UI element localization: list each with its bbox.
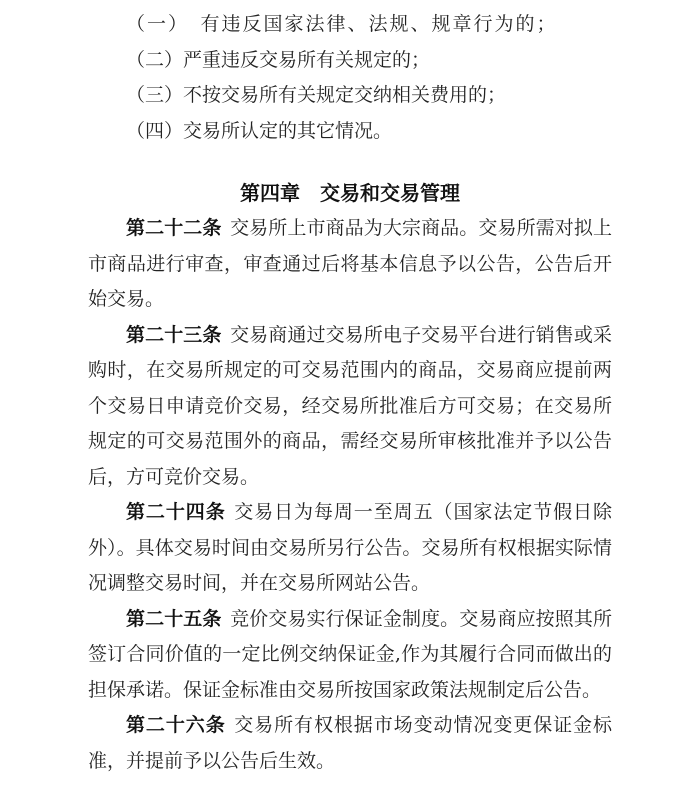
article-26 [88,708,612,779]
article-24-body: 交易日为每周一至周五（国家法定节假日除外）。具体交易时间由交易所另行公告。交易所有权根据实际情况调整交易时间，并在交易所网站公告。 [88,501,612,594]
clause-item-1: （一） 有违反国家法律、法规、规章行为的； [126,13,558,35]
article-26-body: 交易所有权根据市场变动情况变更保证金标准，并提前予以公告后生效。 [88,714,612,772]
article-26-number: 第二十六条 [126,714,226,736]
chapter-heading: 第四章 交易和交易管理 [240,181,460,205]
article-22-body: 交易所上市商品为大宗商品。交易所需对拟上市商品进行审查，审查通过后将基本信息予以公告，公告后开始交易。 [88,217,612,310]
article-24-number: 第二十四条 [126,501,226,523]
article-22-number: 第二十二条 [126,217,222,239]
clause-item-2: （二）严重违反交易所有关规定的； [126,48,431,71]
clause-item-4: （四）交易所认定的其它情况。 [126,119,393,142]
article-25-number: 第二十五条 [126,607,222,630]
article-23 [88,318,612,496]
article-22 [88,211,612,318]
article-23-number: 第二十三条 [126,323,222,346]
article-24 [88,495,612,602]
article-25-body: 竞价交易实行保证金制度。交易商应按照其所签订合同价值的一定比例交纳保证金,作为其履行合同而做出的担保承诺。保证金标准由交易所按国家政策法规制定后公告。 [88,607,612,701]
clause-item-3: （三）不按交易所有关规定交纳相关费用的； [126,84,507,106]
article-25 [88,602,612,709]
article-23-body: 交易商通过交易所电子交易平台进行销售或采购时，在交易所规定的可交易范围内的商品，交易商应提前两个交易日申请竞价交易，经交易所批准后方可交易；在交易所规定的可交易范围外的商品，需经交易所审核批准并予以公告后，方可竞价交易。 [88,323,612,488]
